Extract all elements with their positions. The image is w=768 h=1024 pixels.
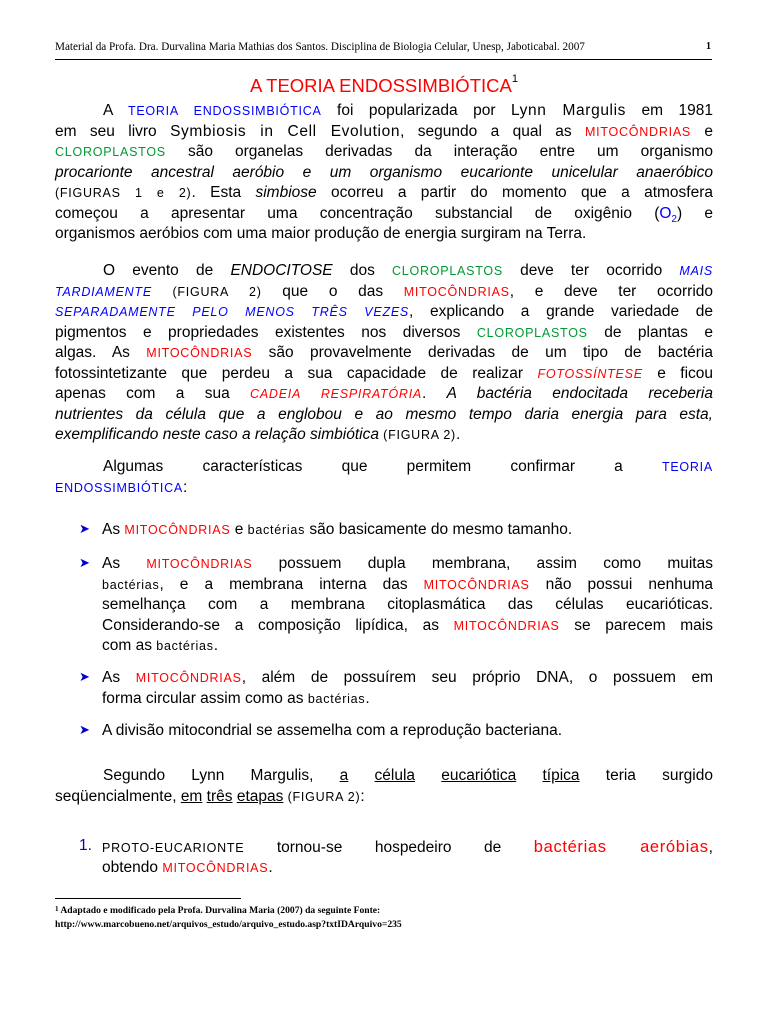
figure-ref: (FIGURA 2) [151,284,262,299]
text-run: seqüencialmente, [55,787,181,805]
text-run: pigmentos e propriedades existentes nos diversos [55,323,477,341]
text-run: e [691,122,713,140]
paragraph-1 [55,101,713,245]
text-run: . [213,637,219,654]
bullet-item-3 [102,668,713,709]
bullet-item-4 [102,721,713,742]
b3-line [102,689,713,710]
text-run: . [268,858,273,876]
text-run: exemplificando neste caso a relação simbiótica [55,426,379,443]
p3-line [55,478,713,499]
term-mitochondria: MITOCÔNDRIAS [423,577,530,592]
text-run: obtendo [102,858,163,876]
text-run: As [102,669,136,686]
text-run: , e a membrana interna das [159,575,424,593]
text-run: : [182,478,188,496]
text-run: , segundo a qual as [400,122,585,140]
p2-line [55,405,713,426]
text-run: e ficou [642,364,713,382]
list-number-1: 1. [79,837,92,854]
text-run: dos [332,262,393,279]
term-respiratory-chain: CADEIA RESPIRATÓRIA [250,387,423,401]
term-chloroplasts: CLOROPLASTOS [392,264,503,278]
underlined-word: a [339,767,349,784]
p1-line [55,101,713,122]
text-run: . [455,426,461,443]
header-rule [55,59,712,60]
term-aerobic-bacteria: bactérias aeróbias [533,838,709,856]
term-theory: ENDOSSIMBIÓTICA [55,480,183,495]
underlined-word: célula [374,767,416,784]
figure-ref: (FIGURA 2) [378,428,456,442]
term-bacteria: bactérias [307,691,366,706]
text-run: apenas com a sua [55,385,251,402]
text-run: , e deve ter ocorrido [509,282,714,300]
text-run: , além de possuírem seu próprio DNA, o possuem em [241,669,713,686]
text-run: tornou-se hospedeiro de [244,839,534,856]
text-run [516,767,542,784]
b3-line [102,668,713,689]
text-run: A bactéria endocitada receberia [446,385,713,402]
n1-line [102,837,713,858]
footnote-source-link[interactable] [55,919,402,930]
footnote-url[interactable]: http://www.marcobueno.net/arquivos_estudo/arquivo_estudo.asp?txtIDArquivo=235 [55,919,402,930]
page-number: 1 [706,41,711,52]
p4-line [55,766,713,787]
footnote-mark: 1 [55,905,59,913]
p2-line [55,323,713,344]
text-run: se parecem mais [559,616,713,634]
paragraph-3 [55,457,713,498]
text-run: organismos aeróbios com uma maior produção de energia surgiram na Terra. [55,225,587,242]
text-run: começou a apresentar uma concentração substancial de oxigênio ( [55,204,660,222]
text-run: em seu livro [55,122,171,140]
text-run: são organelas derivadas da interação entre um organismo [165,143,713,160]
n1-line [102,858,713,879]
text-run: A divisão mitocondrial se assemelha com a reprodução bacteriana. [102,722,563,739]
p2-line [55,425,713,446]
text-run: ) e [676,204,713,222]
page-header [55,41,711,53]
arrowhead-bullet-icon: ➤ [79,521,90,536]
emphasis: MAIS [679,264,713,278]
footnote-rule [55,898,241,899]
text-run: Segundo Lynn Margulis, [103,767,340,784]
underlined-word: etapas [236,787,284,805]
p3-line [55,457,713,478]
underlined-word: três [206,787,233,805]
term-mitochondria: MITOCÔNDRIAS [162,860,269,875]
text-run: são provavelmente derivadas de um tipo de bactéria [252,344,713,361]
numbered-item-1 [102,837,713,878]
p2-line [55,343,713,364]
text-run: As [102,555,147,572]
term-endocytosis: ENDOCITOSE [230,262,333,279]
term-proto-eukaryote: PROTO-EUCARIONTE [102,841,245,855]
text-run: A [103,102,128,119]
footnote-line-1 [55,905,380,916]
p2-line [55,261,713,282]
p2-line [55,364,713,385]
b1-line [102,520,713,541]
p2-line [55,384,713,405]
text-run [415,767,441,784]
term-mitochondria: MITOCÔNDRIAS [403,284,510,299]
p1-line [55,224,713,245]
term-photosynthesis: FOTOSSÍNTESE [537,366,643,381]
term-mitochondria: MITOCÔNDRIAS [453,618,560,633]
text-run: fotossintetizante que perdeu a sua capacidade de realizar [55,364,538,382]
arrowhead-bullet-icon: ➤ [79,669,90,684]
term-bacteria: bactérias [102,577,160,592]
arrowhead-bullet-icon: ➤ [79,555,90,570]
bullet-item-1 [102,520,713,541]
p1-line [55,183,713,204]
b2-line [102,554,713,575]
text-run: As [102,521,125,538]
text-run: em 1981 [626,102,713,119]
text-run: O [659,204,672,222]
underlined-word: típica [542,767,580,784]
emphasis: SEPARADAMENTE PELO MENOS TRÊS VEZES [55,305,410,319]
term-theory: TEORIA [661,460,713,474]
p2-line [55,282,713,303]
text-run: . [365,689,370,707]
book-title: Symbiosis in Cell Evolution [170,122,401,140]
term-symbiosis: simbiose [255,184,317,201]
footnote-text: Adaptado e modificado pela Profa. Durvalina Maria (2007) da seguinte Fonte: [58,905,381,916]
term-mitochondria: MITOCÔNDRIAS [124,523,231,537]
text-run: , explicando a grande variedade de [409,303,713,320]
arrowhead-bullet-icon: ➤ [79,722,90,737]
figure-ref: (FIGURA 2) [283,789,361,804]
text-run: O evento de [103,262,231,279]
paragraph-4 [55,766,713,807]
text-run: , [708,839,713,856]
text-run: Considerando-se a composição lipídica, as [102,616,454,634]
page-title [0,75,768,97]
text-run: foi popularizada por [321,102,511,119]
text-run: ocorreu a partir do momento que a atmosfera [316,184,713,201]
title-text: A TEORIA ENDOSSIMBIÓTICA [250,75,512,96]
p1-line [55,204,713,225]
text-run: deve ter ocorrido [502,262,680,279]
term-mitochondria: MITOCÔNDRIAS [585,124,691,139]
text-run: Algumas características que permitem confirmar a [103,458,662,475]
term-mitochondria: MITOCÔNDRIAS [135,671,242,685]
author-name: Lynn Margulis [510,102,627,119]
term-chloroplasts: CLOROPLASTOS [476,325,588,340]
text-run: . Esta [191,184,256,201]
emphasis: TARDIAMENTE [55,284,152,299]
formula-o2 [659,204,677,225]
text-run: . [422,385,447,402]
term-theory: TEORIA ENDOSSIMBIÓTICA [127,104,322,118]
term-chloroplasts: CLOROPLASTOS [55,145,166,159]
subscript: 2 [671,213,677,225]
text-run: são basicamente do mesmo tamanho. [305,521,573,538]
term-mitochondria: MITOCÔNDRIAS [146,557,253,571]
p1-line [55,163,713,184]
b2-line [102,595,713,616]
underlined-word: eucariótica [441,767,517,784]
title-footnote-mark: 1 [511,73,518,85]
figure-ref: (FIGURAS 1 e 2) [55,186,192,200]
text-run: que o das [261,282,404,300]
paragraph-2 [55,261,713,446]
text-run: semelhança com a membrana citoplasmática das células eucarióticas. [102,596,713,613]
term-mitochondria: MITOCÔNDRIAS [146,346,253,360]
b4-line [102,721,713,742]
text-run: : [360,787,365,805]
b2-line [102,636,713,657]
header-text: Material da Profa. Dra. Durvalina Maria Mathias dos Santos. Disciplina de Biologia Celular, Unesp, Jaboticabal. 2007 [55,41,585,53]
text-run: com as [102,637,157,654]
p1-line [55,122,713,143]
bullet-item-2 [102,554,713,657]
text-run: forma circular assim como as [102,689,308,707]
term-bacteria: bactérias [156,639,214,653]
p1-line [55,142,713,163]
text-run: possuem dupla membrana, assim como muitas [252,555,713,572]
text-run: nutrientes da célula que a englobou e ao mesmo tempo daria energia para esta, [55,405,713,423]
text-run: de plantas e [587,323,713,341]
b2-line [102,575,713,596]
text-run: e [230,521,248,538]
text-run: algas. As [55,344,147,361]
b2-line [102,616,713,637]
p2-line [55,302,713,323]
text-run: não possui nenhuma [529,575,714,593]
text-run: teria surgido [579,767,713,784]
text-run [348,767,374,784]
text-run: procarionte ancestral aeróbio e um organismo eucarionte unicelular anaeróbico [55,163,713,181]
term-bacteria: bactérias [247,523,306,537]
p4-line [55,787,713,808]
underlined-word: em [180,787,203,805]
